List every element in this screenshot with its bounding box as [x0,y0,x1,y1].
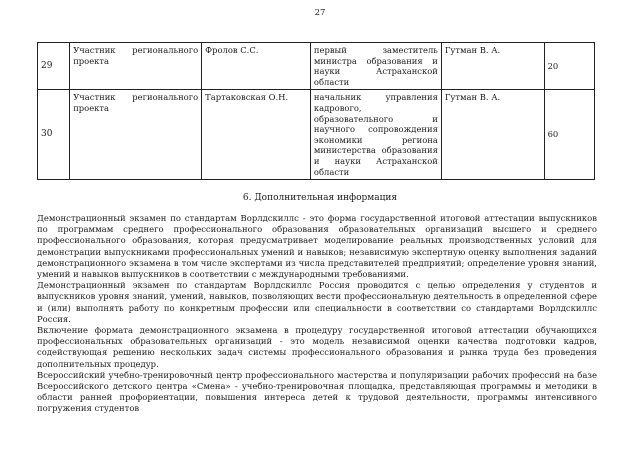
role-cell: Участник регионального проекта [70,43,202,90]
paragraph: Демонстрационный экзамен по стандартам Ворлдскиллс - это форма государственной итоговой аттестации выпускников по программам среднего профессионального образования образовательных организаций высшего и среднего профессионального образования, которая предусматривает моделирование реальных производственных условий для демонстрации выпускниками профессиональных умений и навыков; независимую экспертную оценку выполнения заданий демонстрационного экзамена в том числе экспертами из числа представителей предприятий; определение уровня знаний, умений и навыков выпускников в соответствии с международными требованиями. [37,213,597,280]
position-cell: первый заместитель министра образования и науки Астраханской области [310,43,441,90]
position-cell: начальник управления кадрового, образовательного и научного сопровождения экономики региона министерства образования и науки Астраханской области [310,90,441,180]
table-row [38,43,595,90]
role-cell: Участник регионального проекта [70,90,202,180]
paragraph: Всероссийский учебно-тренировочный центр профессионального мастерства и популяризации рабочих профессий на базе Всероссийского детского центра «Смена» - учебно-тренировочная площадка, представляющая программы и методики в области ранней профориентации, повышения интереса детей к трудовой деятельности, программы интенсивного погружения студентов [37,369,597,414]
name-cell: Фролов С.С. [202,43,311,90]
expert-cell: Гутман В. А. [441,43,544,90]
section-heading: 6. Дополнительная информация [242,193,398,203]
quantity-cell: 60 [544,90,594,180]
row-number-cell: 30 [38,90,70,180]
paragraph: Демонстрационный экзамен по стандартам Ворлдскиллс Россия проводится с целью определения у студентов и выпускников уровня знаний, умений, навыков, позволяющих вести профессиональную деятельность в определенной сфере и (или) выполнять работу по конкретным профессии или специальности в соответствии со стандартами Ворлдскиллс Россия. [37,280,597,324]
page-number: 27 [314,8,326,18]
participants-table [37,42,595,180]
paragraph: Включение формата демонстрационного экзамена в процедуру государственной итоговой аттестации обучающихся профессиональных образовательных организаций - это модель независимой оценки качества подготовки кадров, содействующая решению нескольких задач системы профессионального образования и рынка труда без проведения дополнительных процедур. [37,325,597,369]
expert-cell: Гутман В. А. [441,90,544,180]
table-row [38,90,595,180]
name-cell: Тартаковская О.Н. [202,90,311,180]
body-text [37,213,597,415]
quantity-cell: 20 [544,43,594,90]
row-number-cell: 29 [38,43,70,90]
